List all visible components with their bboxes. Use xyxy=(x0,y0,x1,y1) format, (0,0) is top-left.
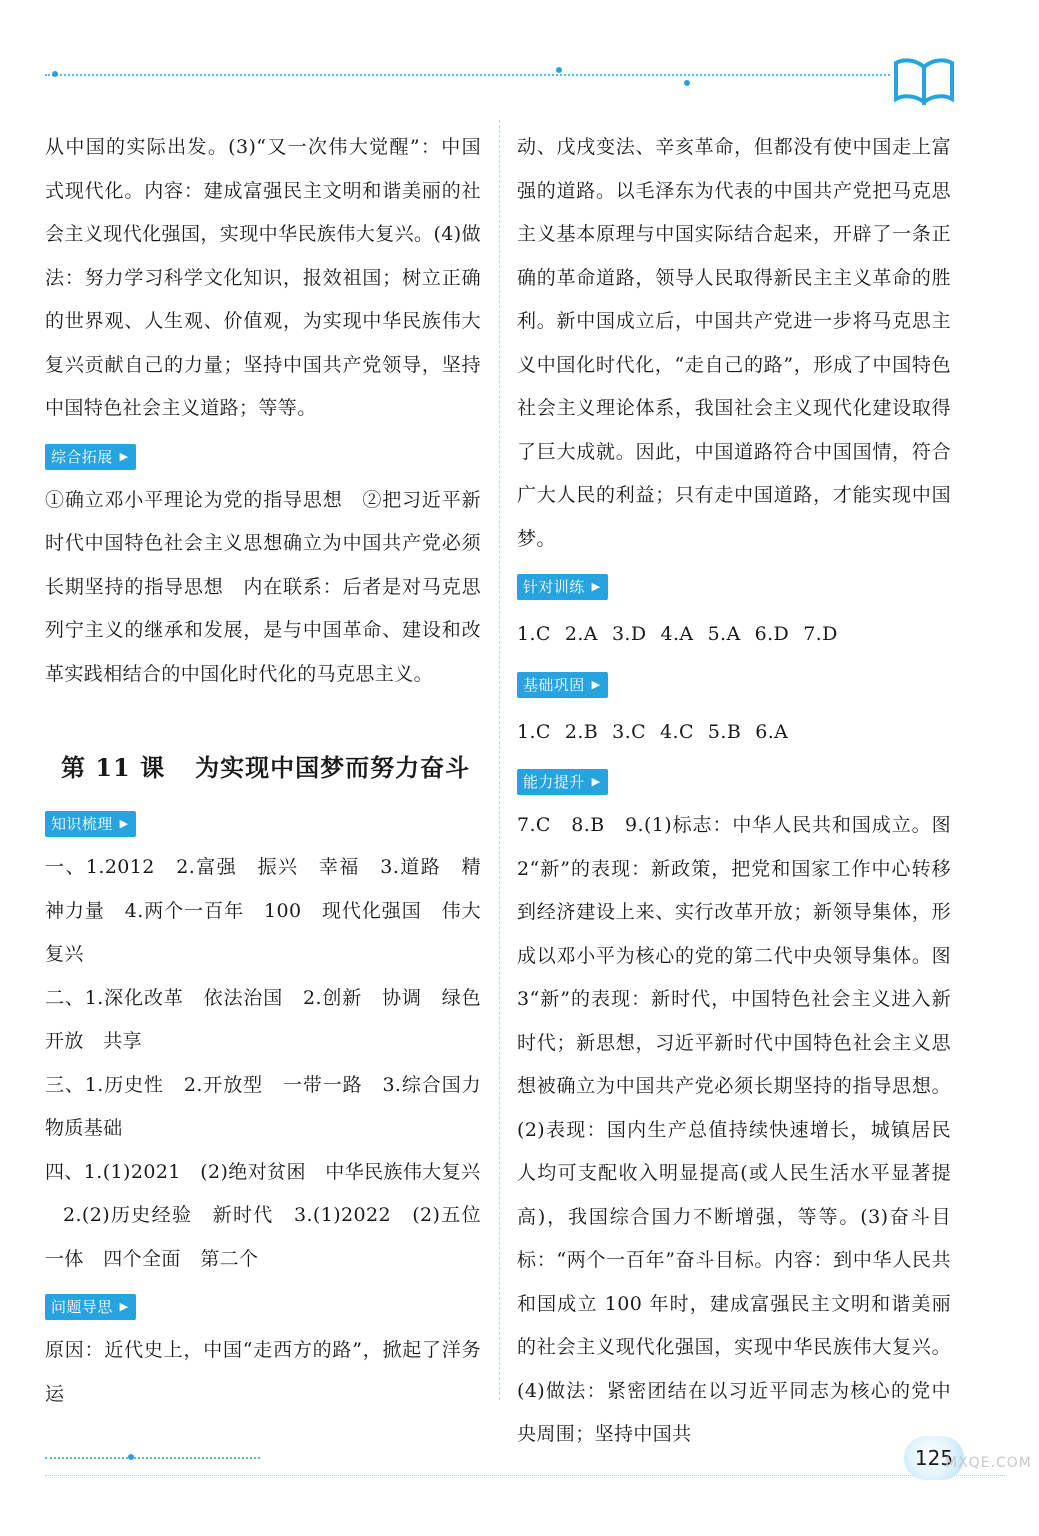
section-tag-targeted xyxy=(517,574,608,600)
column-divider xyxy=(499,120,500,1400)
answer-item: 2.B xyxy=(564,720,599,743)
right-paragraph-1: 动、戊戌变法、辛亥革命，但都没有使中国走上富强的道路。以毛泽东为代表的中国共产党把马克思主义基本原理与中国实际结合起来，开辟了一条正确的革命道路，领导人民取得新民主主义革命的胜利。新中国成立后，中国共产党进一步将马克思主义中国化时代化，“走自己的路”，形成了中国特色社会主义理论体系，我国社会主义现代化建设取得了巨大成就。因此，中国道路符合中国国情，符合广大人民的利益；只有走中国道路，才能实现中国梦。 xyxy=(517,136,951,550)
left-paragraph-2: ①确立邓小平理论为党的指导思想 ②把习近平新时代中国特色社会主义思想确立为中国共产党必须长期坚持的指导思想 内在联系：后者是对马克思列宁主义的继承和发展，是与中国革命、建设和改革实践相结合的中国化时代化的马克思主义。 xyxy=(45,488,481,685)
header-dot xyxy=(684,80,690,86)
knowledge-item-4b: 2.(2)历史经验 新时代 3.(1)2022 (2)五位一体 四个全面 第二个 xyxy=(45,1204,481,1270)
header-dot xyxy=(52,71,58,77)
right-paragraph-2: 7.C 8.B 9.(1)标志：中华人民共和国成立。图 2“新”的表现：新政策，把党和国家工作中心转移到经济建设上来、实行改革开放；新领导集体，形成以邓小平为核心的党的第二代中央领导集体。图 3“新”的表现：新时代，中国特色社会主义进入新时代；新思想，习近平新时代中国特色社会主义思想被确立为中国共产党必须长期坚持的指导思想。(2)表现：国内生产总值持续快速增长，城镇居民人均可支配收入明显提高(或人民生活水平显著提高)，我国综合国力不断增强，等等。(3)奋斗目标：“两个一百年”奋斗目标。内容：到中华人民共和国成立 100 年时，建成富强民主文明和谐美丽的社会主义现代化强国，实现中华民族伟大复兴。(4)做法：紧密团结在以习近平同志为核心的党中央周围；坚持中国共 xyxy=(517,814,951,1445)
answer-item: 7.D xyxy=(803,623,838,645)
answer-item: 4.A xyxy=(660,623,694,645)
section-tag-ability xyxy=(517,769,608,795)
header-dotted-line xyxy=(45,74,890,76)
section-tag-label: 知识梳理 xyxy=(51,815,113,833)
answer-item: 5.B xyxy=(707,720,742,743)
open-book-icon xyxy=(893,55,955,105)
lesson-title: 为实现中国梦而努力奋斗 xyxy=(195,753,471,782)
knowledge-item-1: 一、1.2012 2.富强 振兴 幸福 3.道路 精神力量 4.两个一百年 100 现代化强国 伟大复兴 xyxy=(45,856,481,965)
section-tag-comprehensive xyxy=(45,444,136,470)
triangle-right-icon: ▶ xyxy=(591,677,601,691)
triangle-right-icon: ▶ xyxy=(591,775,601,788)
page-number: 125 xyxy=(904,1436,964,1480)
section-tag-label: 能力提升 xyxy=(523,773,585,791)
answer-item: 6.A xyxy=(755,720,789,743)
answer-row-targeted xyxy=(517,613,951,657)
knowledge-item-2: 二、1.深化改革 依法治国 2.创新 协调 绿色开放 共享 xyxy=(45,986,481,1052)
answer-item: 2.A xyxy=(564,623,598,645)
header-dot xyxy=(556,67,562,73)
section-tag-knowledge xyxy=(45,811,136,837)
watermark-text: MXQE.COM xyxy=(945,1455,1032,1471)
answer-item: 5.A xyxy=(707,623,741,645)
section-tag-label: 问题导思 xyxy=(51,1298,113,1316)
knowledge-item-3: 三、1.历史性 2.开放型 一带一路 3.综合国力物质基础 xyxy=(45,1073,481,1139)
triangle-right-icon: ▶ xyxy=(119,1300,129,1313)
section-tag-question xyxy=(45,1294,136,1320)
left-paragraph-1: 从中国的实际出发。(3)“又一次伟大觉醒”：中国式现代化。内容：建成富强民主文明和谐美丽的社会主义现代化强国，实现中华民族伟大复兴。(4)做法：努力学习科学文化知识，报效祖国；树立正确的世界观、人生观、价值观，为实现中华民族伟大复兴贡献自己的力量；坚持中国共产党领导，坚持中国特色社会主义道路；等等。 xyxy=(45,136,481,419)
answer-row-basic xyxy=(517,711,951,755)
footer-dotted-line xyxy=(45,1457,260,1459)
answer-item: 4.C xyxy=(660,720,694,743)
answer-item: 6.D xyxy=(754,623,790,645)
section-tag-label: 针对训练 xyxy=(523,578,585,596)
section-tag-basic xyxy=(517,672,608,698)
left-paragraph-3: 原因：近代史上，中国“走西方的路”，掀起了洋务运 xyxy=(45,1339,481,1405)
right-column xyxy=(517,126,951,1457)
answer-item: 3.D xyxy=(611,623,647,645)
section-tag-label: 综合拓展 xyxy=(51,447,113,466)
section-tag-label: 基础巩固 xyxy=(523,675,585,694)
footer-dotted-line-long xyxy=(45,1475,1005,1476)
triangle-right-icon: ▶ xyxy=(591,580,601,593)
answer-item: 1.C xyxy=(517,720,551,743)
lesson-number: 第 11 课 xyxy=(61,753,166,782)
triangle-right-icon: ▶ xyxy=(119,449,129,463)
knowledge-item-4a: 四、1.(1)2021 (2)绝对贫困 中华民族伟大复兴 xyxy=(45,1160,481,1183)
left-column xyxy=(45,126,481,1416)
footer-dot xyxy=(128,1454,134,1460)
answer-item: 1.C xyxy=(517,623,551,645)
lesson-heading xyxy=(61,748,481,788)
triangle-right-icon: ▶ xyxy=(119,817,129,830)
answer-item: 3.C xyxy=(612,720,647,743)
